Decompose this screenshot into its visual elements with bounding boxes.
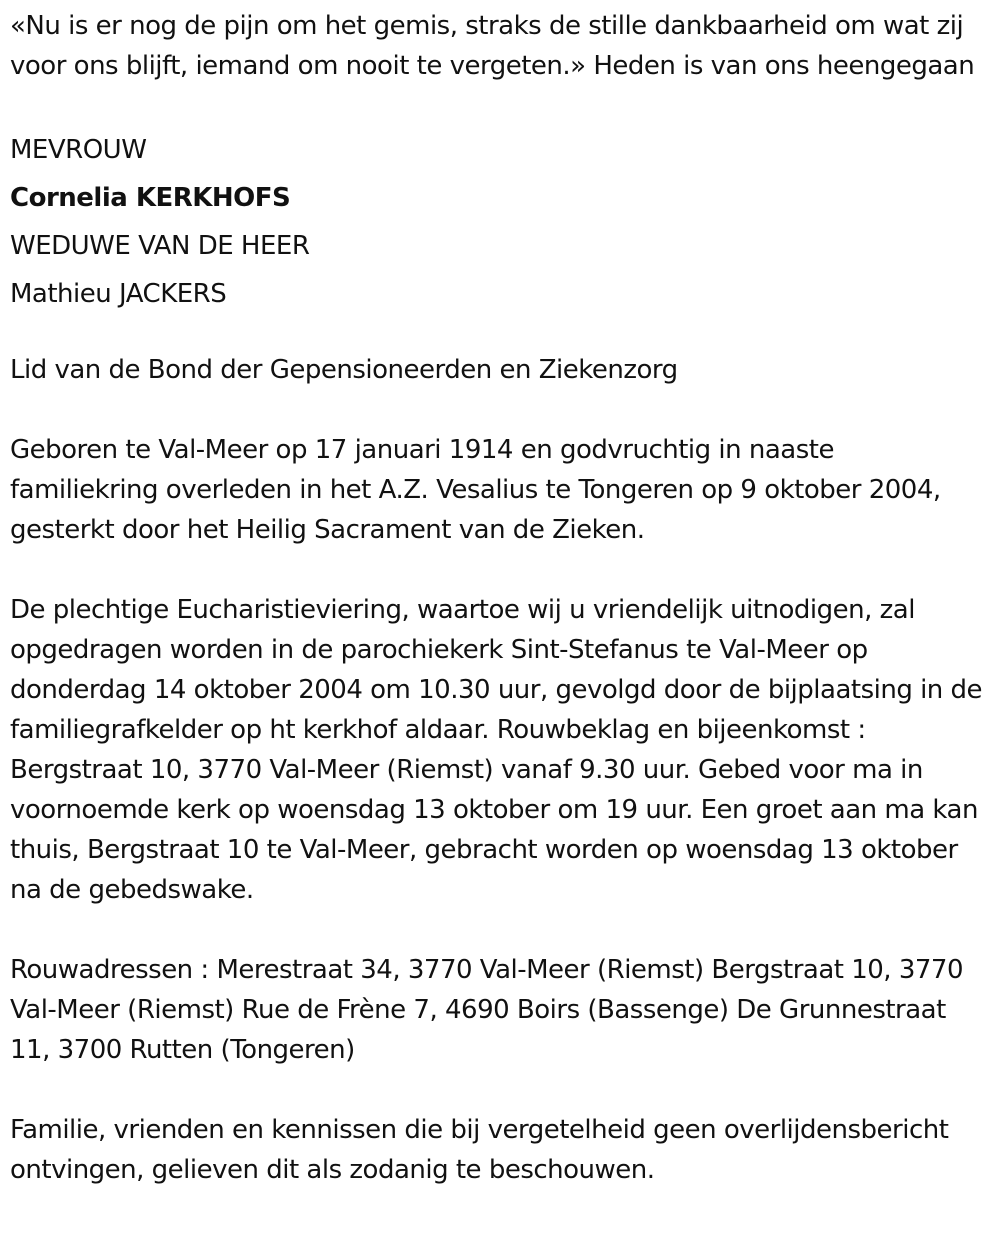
widow-line: WEDUWE VAN DE HEER	[10, 231, 310, 261]
spacer	[10, 910, 988, 950]
honorific: MEVROUW	[10, 135, 147, 165]
deceased-name: Cornelia KERKHOFS	[10, 183, 291, 213]
membership-paragraph: Lid van de Bond der Gepensioneerden en Ziekenzorg	[10, 355, 678, 385]
spacer	[10, 1070, 988, 1110]
ceremony-paragraph: De plechtige Eucharistieviering, waartoe wij u vriendelijk uitnodigen, zal opgedragen worden in de parochiekerk Sint-Stefanus te Val-Meer op donderdag 14 oktober 2004 om 10.30 uur, gevolgd door de bijplaatsing in de familiegrafkelder op ht kerkhof aldaar. Rouwbeklag en bijeenkomst : Bergstraat 10, 3770 Val-Meer (Riemst) vanaf 9.30 uur. Gebed voor ma in voornoemde kerk op woensdag 13 oktober om 19 uur. Een groet aan ma kan thuis, Bergstraat 10 te Val-Meer, gebracht worden op woensdag 13 oktober na de gebedswake.	[10, 595, 983, 905]
closing-paragraph: Familie, vrienden en kennissen die bij vergetelheid geen overlijdensbericht ontvingen, gelieven dit als zodanig te beschouwen.	[10, 1115, 949, 1185]
husband-name: Mathieu JACKERS	[10, 279, 227, 309]
intro-paragraph: «Nu is er nog de pijn om het gemis, straks de stille dankbaarheid om wat zij voor ons blijft, iemand om nooit te vergeten.» Heden is van ons heengegaan	[10, 11, 975, 81]
spacer	[10, 550, 988, 590]
spacer	[10, 86, 988, 126]
spacer	[10, 390, 988, 430]
spacer	[10, 318, 988, 350]
birth-death-paragraph: Geboren te Val-Meer op 17 januari 1914 en godvruchtig in naaste familiekring overleden in het A.Z. Vesalius te Tongeren op 9 oktober 2004, gesterkt door het Heilig Sacrament van de Zieken.	[10, 435, 941, 545]
addresses-paragraph: Rouwadressen : Merestraat 34, 3770 Val-Meer (Riemst) Bergstraat 10, 3770 Val-Meer (Riemst) Rue de Frène 7, 4690 Boirs (Bassenge) De Grunnestraat 11, 3700 Rutten (Tongeren)	[10, 955, 963, 1065]
